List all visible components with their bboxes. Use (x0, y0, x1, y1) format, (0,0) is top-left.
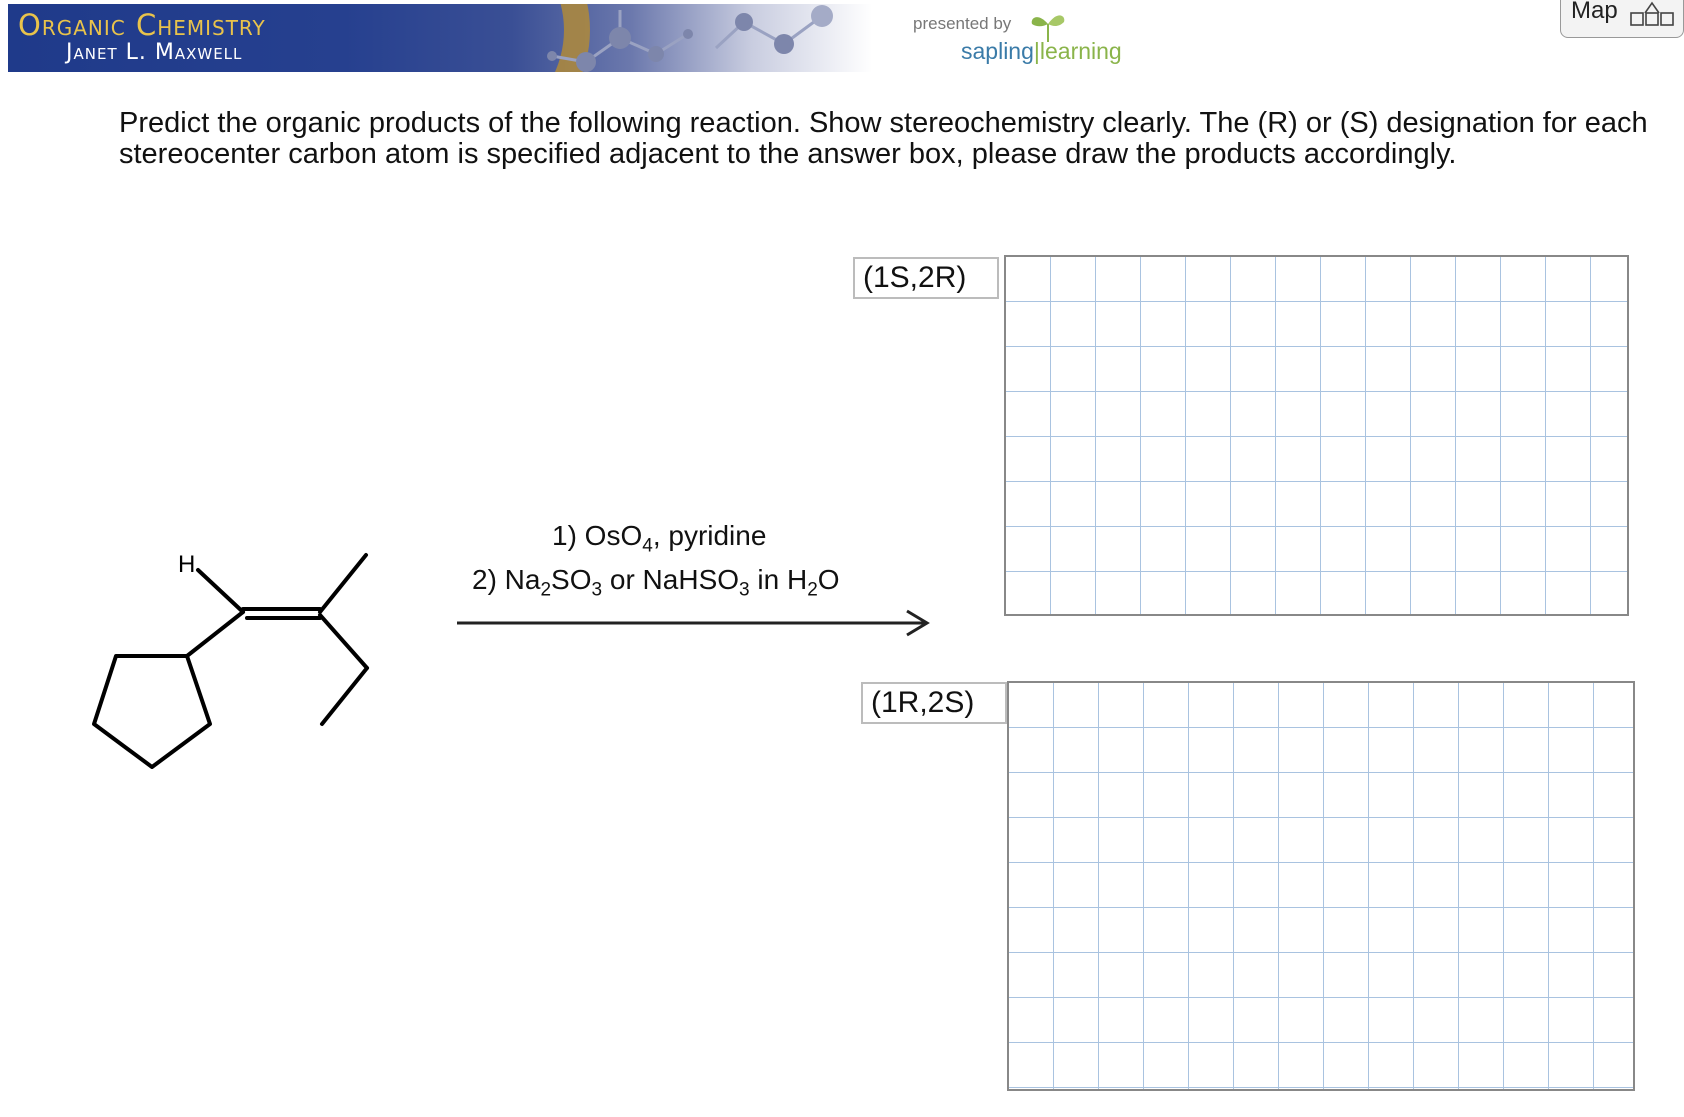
step2-sub-4: 2 (807, 579, 818, 601)
step2-sub-3: 3 (739, 579, 750, 601)
step2-text-2: SO (551, 564, 592, 595)
reagent-step-1 (552, 520, 766, 558)
step2-text-3: or NaHSO (602, 564, 740, 595)
reactant-structure (80, 535, 390, 775)
reaction-arrow-icon (455, 608, 935, 638)
map-cubes-icon (1629, 1, 1677, 27)
step2-text-5: O (817, 564, 840, 595)
answer-drawing-canvas-1[interactable] (1004, 255, 1629, 616)
step2-sub-1: 2 (540, 579, 552, 601)
stereo-label-1: (1S,2R) (853, 257, 999, 299)
course-author: Janet L. Maxwell (66, 40, 243, 65)
hydrogen-label: H (178, 551, 196, 578)
question-prompt: Predict the organic products of the following reaction. Show stereochemistry clearly. The (R) or (S) designation for each stereocenter carbon atom is specified adjacent to the answer box, please draw the products accordingly. (119, 107, 1648, 170)
map-button[interactable] (1560, 0, 1684, 38)
brand-sapling: sapling (961, 38, 1034, 64)
step2-sub-2: 3 (591, 579, 603, 601)
reagent-step-2 (472, 564, 840, 602)
step1-sub: 4 (642, 535, 653, 557)
molecule-decoration-icon (538, 4, 868, 72)
map-button-label: Map (1571, 0, 1618, 24)
course-title: Organic Chemistry (18, 8, 266, 42)
step1-text-b: , pyridine (652, 520, 767, 551)
answer-drawing-canvas-2[interactable] (1007, 681, 1635, 1091)
step2-text-1: 2) Na (472, 564, 541, 595)
step2-text-4: in H (749, 564, 808, 595)
header-banner (8, 4, 1208, 72)
step1-text-a: 1) OsO (552, 520, 643, 551)
sapling-sprout-icon (1028, 8, 1068, 42)
sapling-learning-logo: sapling|learning (961, 38, 1122, 64)
stereo-label-2: (1R,2S) (861, 682, 1007, 724)
presented-by-text: presented by (913, 14, 1012, 33)
brand-learning: learning (1039, 38, 1122, 64)
